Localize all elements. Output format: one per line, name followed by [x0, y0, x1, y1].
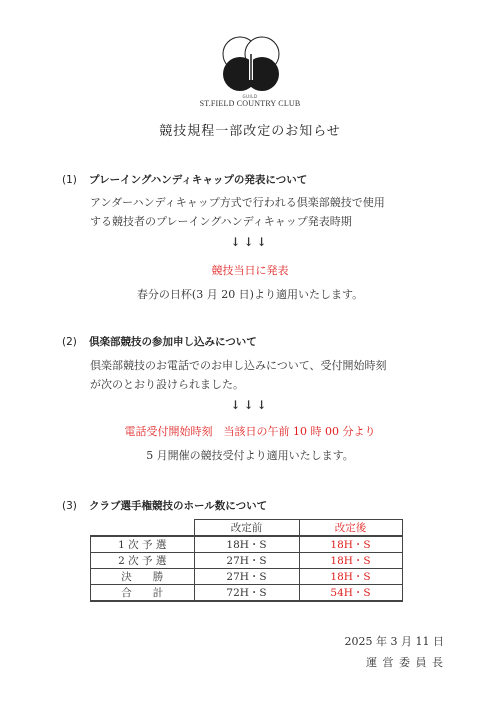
row-after: 18H・S [299, 536, 402, 553]
page-title: 競技規程一部改定のお知らせ [159, 124, 341, 139]
section1-title: プレーイングハンディキャップの発表について [89, 174, 308, 186]
table-row [91, 536, 403, 553]
holes-table-header [91, 520, 403, 537]
row-label: 1 次 予 選 [91, 536, 195, 553]
col-after-header: 改定後 [299, 520, 402, 537]
section2-arrows: ↓↓↓ [230, 398, 270, 412]
section3-number: (3) [62, 500, 77, 512]
table-row [91, 585, 403, 602]
section2-effective: 5 月開催の競技受付より適用いたします。 [146, 449, 354, 462]
section2-body [90, 356, 430, 394]
row-before: 27H・S [194, 553, 299, 569]
row-before: 27H・S [194, 569, 299, 585]
row-label: 決 勝 [91, 569, 195, 585]
section1-highlight: 競技当日に発表 [211, 264, 289, 277]
club-logo-icon [219, 34, 283, 94]
section2-title: 倶楽部競技の参加申し込みについて [89, 336, 257, 348]
issue-date: 2025 年 3 月 11 日 [344, 635, 444, 648]
club-name: ST.FIELD COUNTRY CLUB [199, 99, 301, 108]
section1-effective: 春分の日杯(3 月 20 日)より適用いたします。 [136, 288, 364, 301]
section3-title: クラブ選手権競技のホール数について [89, 500, 268, 512]
section2-highlight: 電話受付開始時刻 当該日の午前 10 時 00 分より [124, 425, 376, 438]
section1-body [90, 193, 430, 231]
row-after: 54H・S [299, 585, 402, 602]
section2-body-line2: が次のとおり設けられました。 [90, 378, 244, 391]
table-row [91, 553, 403, 569]
row-after: 18H・S [299, 569, 402, 585]
table-row [91, 569, 403, 585]
row-before: 18H・S [194, 536, 299, 553]
col-before-header: 改定前 [194, 520, 299, 537]
section2-number: (2) [62, 336, 77, 348]
committee-signature: 運 営 委 員 長 [366, 656, 444, 669]
row-before: 72H・S [194, 585, 299, 602]
holes-table [90, 519, 403, 602]
section1-body-line2: する競技者のプレーイングハンディキャップ発表時期 [90, 215, 352, 228]
row-label: 2 次 予 選 [91, 553, 195, 569]
table-corner [91, 520, 195, 537]
section2-body-line1: 倶楽部競技のお電話でのお申し込みについて、受付開始時刻 [90, 359, 387, 372]
section2-heading [62, 334, 257, 349]
section1-number: (1) [62, 174, 77, 186]
row-after: 18H・S [299, 553, 402, 569]
logo-small-text: GUILD [242, 94, 258, 99]
section1-heading [62, 172, 307, 187]
row-label: 合 計 [91, 585, 195, 602]
section1-arrows: ↓↓↓ [230, 235, 270, 249]
section1-body-line1: アンダーハンディキャップ方式で行われる倶楽部競技で使用 [90, 196, 385, 209]
section3-heading [62, 498, 267, 513]
